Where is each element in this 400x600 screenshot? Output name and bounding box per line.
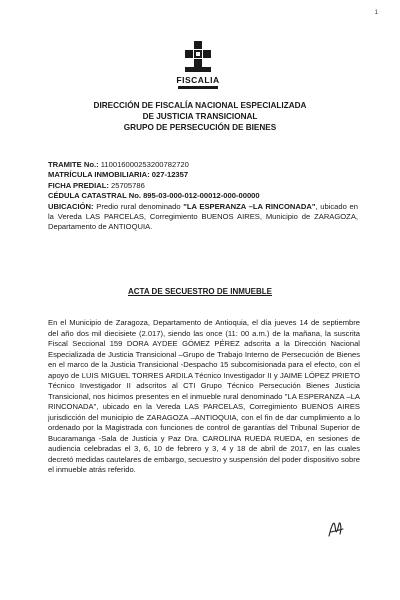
fiscalia-logo-icon (181, 40, 215, 74)
ubicacion-text-2: , ubicado en la Vereda LAS PARCELAS, Corregimiento BUENOS AIRES, Municipio de ZARAGOZA, Departamento de ANTIOQUIA. (48, 201, 358, 232)
heading-line-3: GRUPO DE PERSECUCIÓN DE BIENES (123, 123, 277, 132)
tramite-value: 110016000253200782720 (100, 160, 189, 169)
ficha-row (48, 181, 358, 191)
ubicacion-text-1: Predio rural denominado (96, 201, 184, 211)
handwritten-signature (326, 518, 346, 545)
ficha-label: FICHA PREDIAL: (48, 180, 109, 190)
ficha-value: 25705786 (111, 180, 145, 190)
heading-line-1: DIRECCIÓN DE FISCALÍA NACIONAL ESPECIALIZADA (93, 101, 307, 110)
ubicacion-row (48, 202, 358, 233)
matricula-label: MATRÍCULA INMOBILIARIA: (48, 170, 150, 180)
document-heading (60, 100, 340, 133)
fiscalia-logo (170, 40, 226, 89)
tramite-label: TRAMITE No.: (48, 160, 99, 169)
ubicacion-label: UBICACIÓN: (48, 201, 94, 211)
cedula-value: 895-03-000-012-00012-000-00000 (143, 191, 260, 201)
case-metadata (48, 160, 358, 233)
cedula-label: CÉDULA CATASTRAL No. (48, 191, 141, 201)
logo-wordmark: FISCALIA (176, 75, 220, 85)
cedula-row (48, 191, 358, 201)
body-paragraph: En el Municipio de Zaragoza, Departamento de Antioquia, el día jueves 14 de septiembre del año dos mil diecisiete (2.017), siendo las once (11: 00 a.m.) de la mañana, la suscrita Fiscal Seccional 159 DORA AYDEE GÓMEZ PÉREZ adscrita a la Dirección Nacional Especializada de Justicia Transicional –Grupo de Trabajo Interno de Persecución de Bienes en el marco de la Justicia Transicional -Despacho 15 subcomisionada para el efecto, con el apoyo de LUIS MIGUEL TORRES ARDILA Técnico Investigador II y JAIME LÓPEZ PRIETO Técnico Investigador II adscritos al CTI Grupo Técnico Persecución Bienes Justicia Transicional, nos hicimos presentes en el inmueble rural denominado "LA ESPERANZA –LA RINCONADA", ubicado en la Vereda LAS PARCELAS, Corregimiento BUENOS AIRES jurisdicción del municipio de ZARAGOZA –ANTIOQUIA, con el fin de dar cumplimiento a lo ordenado por la Magistrada con funciones de control de garantías del Tribunal Superior de Bucaramanga -Sala de Justicia y Paz Dra. CAROLINA RUEDA RUEDA, en sesiones de audiencia celebradas el 3, 6, 10 de febrero y 3, 4 y 18 de abril de 2017, en las cuales decretó medidas cautelares de embargo, secuestro y suspensión del poder dispositivo sobre el inmueble atrás referido. (48, 318, 360, 474)
ubicacion-property-name: "LA ESPERANZA –LA RINCONADA" (183, 201, 316, 211)
heading-line-2: DE JUSTICIA TRANSICIONAL (142, 112, 258, 121)
matricula-row (48, 170, 358, 180)
logo-underline (178, 86, 218, 89)
acta-title: ACTA DE SECUESTRO DE INMUEBLE (127, 287, 272, 296)
tramite-row (48, 160, 358, 170)
matricula-value: 027-12357 (151, 170, 189, 180)
page-number: 1 (374, 10, 378, 16)
